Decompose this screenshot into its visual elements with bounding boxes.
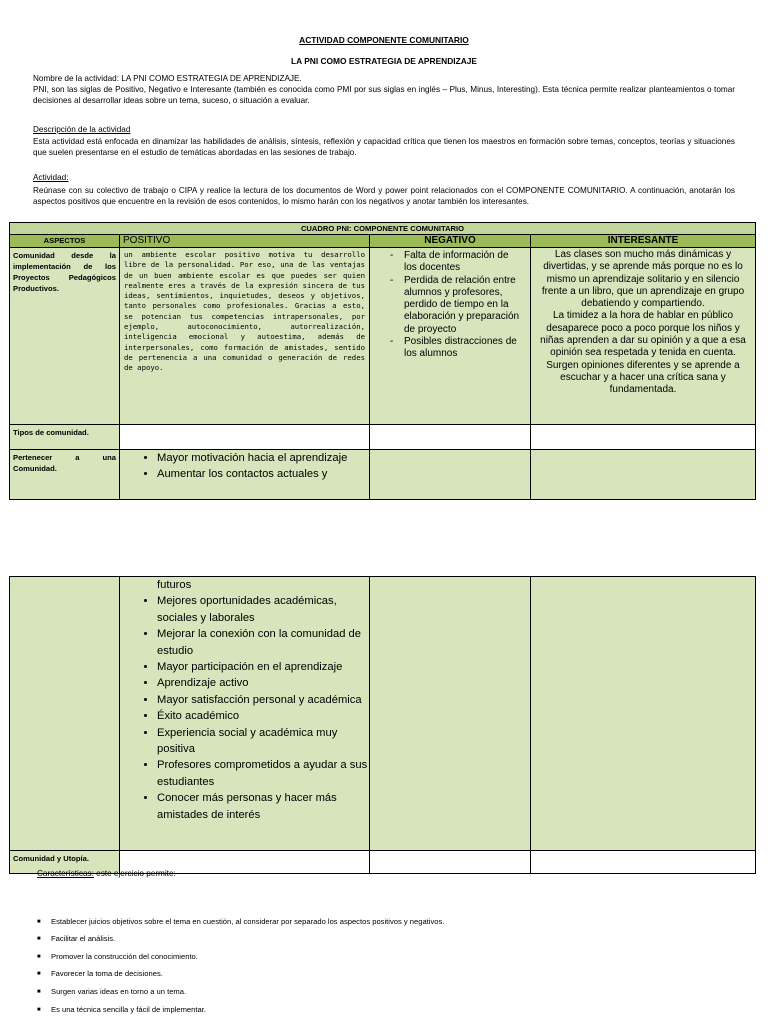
list-item: [37, 934, 115, 944]
list-item-text: Favorecer la toma de decisiones.: [51, 969, 163, 978]
list-item: [37, 1005, 206, 1015]
table-title: CUADRO PNI: COMPONENTE COMUNITARIO: [10, 223, 756, 235]
interesting-cell: [531, 425, 756, 450]
list-item: - Perdida de relación entre alumnos y profesores, perdido de tiempo en la elaboración y preparación de proyecto: [376, 275, 524, 336]
activity-heading: Actividad:: [33, 173, 69, 182]
header-aspectos: ASPECTOS: [10, 235, 120, 248]
aspect-label: Pertenecer a una Comunidad.: [13, 453, 116, 473]
description-text: Esta actividad está enfocada en dinamizar las habilidades de análisis, síntesis, reflexión y capacidad crítica que tienen los maestros en formación sobre temas, conceptos, teorías y situaciones que suelen presentarse en el estudio de temáticas abordadas en las sesiones de trabajo.: [33, 137, 735, 157]
pni-table-continued: [9, 576, 756, 874]
interesting-cell: Las clases son mucho más dinámicas y divertidas, y se aprende más porque no es lo mismo un aprendizaje solitario y en silencio frente a un libro, que un aprendizaje en grupo debatiendo y compartiendo. La timidez a la hora de hablar en público desaparece poco a poco porque los niños y niñas aprenden a dar su opinión y a que a esa opinión sea respetada y tenida en cuenta. Surgen opiniones diferentes y se aprende a escuchar y a hacer una crítica sana y fundamentada.: [531, 248, 756, 425]
pni-definition: PNI, son las siglas de Positivo, Negativo e Interesante (también es conocida como PMI por sus siglas en inglés – Plus, Minus, Interesting). Esta técnica permite realizar planteamientos o tomar decisiones al desarrollar ideas sobre un tema, suceso, o situación a evaluar.: [33, 85, 735, 105]
list-item: • Mejorar la conexión con la comunidad de estudio: [157, 626, 369, 659]
list-item: [37, 952, 198, 962]
negative-cell: [370, 851, 531, 874]
interesting-cell: [531, 577, 756, 851]
list-item: • Aumentar los contactos actuales y: [157, 466, 369, 482]
characteristics-intro: este ejercicio permite:: [93, 869, 176, 878]
list-item: [37, 969, 163, 979]
table-row: [10, 248, 756, 425]
characteristics-label: Características:: [37, 869, 94, 878]
characteristics-heading: [37, 869, 176, 878]
list-item: [37, 987, 186, 997]
list-item: • Mejores oportunidades académicas, sociales y laborales: [157, 593, 369, 626]
negative-cell: [370, 450, 531, 500]
list-item-text: Establecer juicios objetivos sobre el tema en cuestión, al considerar por separado los aspectos positivos y negativos.: [51, 917, 445, 926]
square-bullet-icon: ■: [37, 954, 41, 960]
pni-table: [9, 222, 756, 500]
aspect-cell: [10, 450, 120, 500]
list-item: • Profesores comprometidos a ayudar a sus estudiantes: [157, 757, 369, 790]
header-interesante: INTERESANTE: [531, 235, 756, 248]
negative-cell: [370, 248, 531, 425]
positive-cell: [120, 425, 370, 450]
negative-cell: [370, 577, 531, 851]
header-positivo: POSITIVO: [120, 235, 370, 248]
aspect-cell: Tipos de comunidad.: [10, 425, 120, 450]
table-row: [10, 577, 756, 851]
document-subtitle: LA PNI COMO ESTRATEGIA DE APRENDIZAJE: [291, 56, 477, 66]
interesting-cell: [531, 851, 756, 874]
list-item: • Aprendizaje activo: [157, 675, 369, 691]
list-item: • Mayor motivación hacia el aprendizaje: [157, 450, 369, 466]
description-heading: Descripción de la actividad: [33, 125, 131, 134]
list-item-text: Promover la construcción del conocimiento.: [51, 952, 198, 961]
square-bullet-icon: ■: [37, 971, 41, 977]
square-bullet-icon: ■: [37, 919, 41, 925]
square-bullet-icon: ■: [37, 936, 41, 942]
header-negativo: NEGATIVO: [370, 235, 531, 248]
continuation-text: futuros: [157, 579, 192, 591]
list-item-text: Surgen varias ideas en torno a un tema.: [51, 987, 187, 996]
activity-text: Reúnase con su colectivo de trabajo o CIPA y realice la lectura de los documentos de Word y power point relacionados con el COMPONENTE COMUNITARIO. A continuación, anotarán los aspectos positivos que encuentre en la revisión de esos contenidos, lo mismo harán con los negativos y anotar también los interesantes.: [33, 186, 735, 206]
negative-cell: [370, 425, 531, 450]
interesting-cell: [531, 450, 756, 500]
list-item: • Mayor participación en el aprendizaje: [157, 659, 369, 675]
list-item-text: Es una técnica sencilla y fácil de implementar.: [51, 1005, 206, 1014]
document-title: ACTIVIDAD COMPONENTE COMUNITARIO: [299, 35, 469, 45]
list-item: • Conocer más personas y hacer más amistades de interés: [157, 790, 369, 823]
table-row: [10, 425, 756, 450]
list-item: - Posibles distracciones de los alumnos: [376, 336, 524, 361]
positive-cell: [120, 450, 370, 500]
positive-cell: [120, 577, 370, 851]
square-bullet-icon: ■: [37, 1007, 41, 1013]
aspect-cell: Comunidad y Utopía.: [10, 851, 120, 874]
aspect-cell: [10, 577, 120, 851]
list-item: • Experiencia social y académica muy positiva: [157, 725, 369, 758]
list-item: - Falta de información de los docentes: [376, 250, 524, 275]
positive-cell: un ambiente escolar positivo motiva tu desarrollo libre de la personalidad. Por eso, una de las ventajas de un buen ambiente escolar es que puedes ser quien realmente eres a través de la expresión sincera de tus ideas, sentimientos, inquietudes, deseos y objetivos, tanto personales como profesionales. Gracias a esto, se potencian tus competencias intrapersonales, por ejemplo, autoconocimiento, autorrealización, inteligencia emocional y autoestima, además de interpersonales, como formación de amistades, sentido de pertenencia a una comunidad o generación de redes de apoyo.: [120, 248, 370, 425]
list-item: [37, 917, 444, 927]
list-item-text: Facilitar el análisis.: [51, 934, 116, 943]
square-bullet-icon: ■: [37, 989, 41, 995]
aspect-cell: Comunidad desde la implementación de los Proyectos Pedagógicos Productivos.: [10, 248, 120, 425]
list-item: • Éxito académico: [157, 708, 369, 724]
table-row: [10, 450, 756, 500]
activity-name: Nombre de la actividad: LA PNI COMO ESTRATEGIA DE APRENDIZAJE.: [33, 74, 302, 83]
list-item: • Mayor satisfacción personal y académica: [157, 692, 369, 708]
